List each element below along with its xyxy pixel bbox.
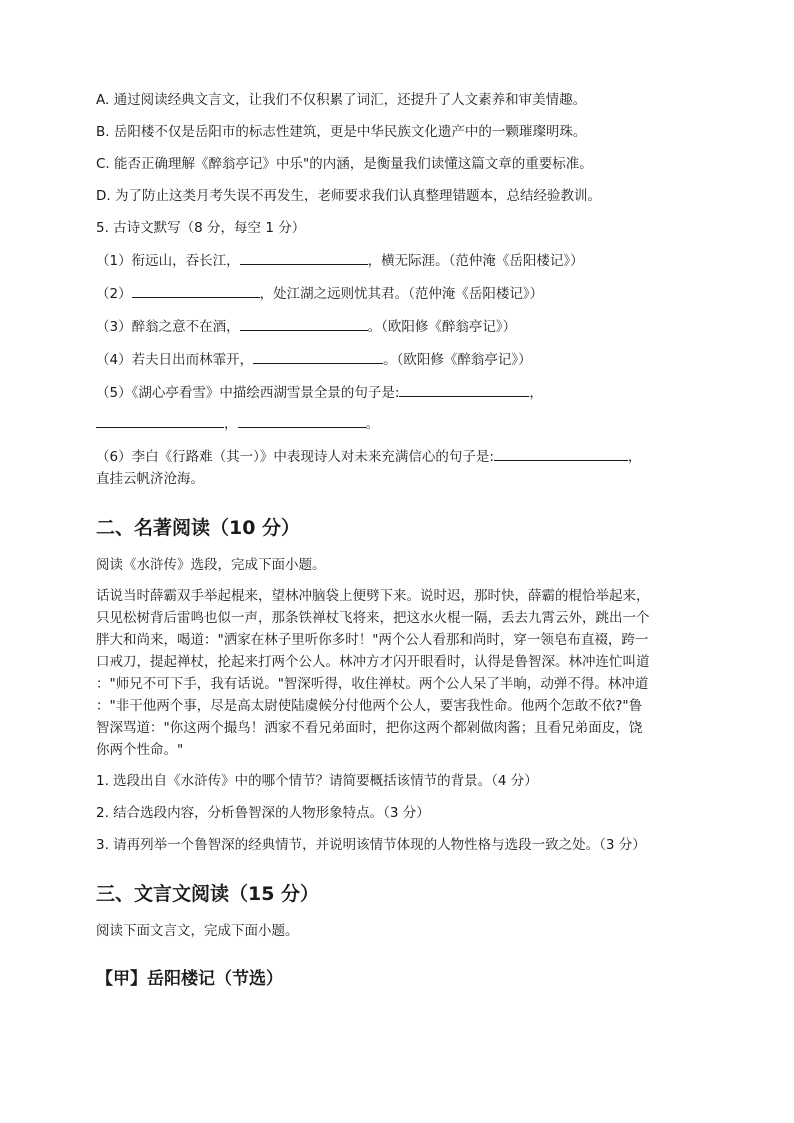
q5-item-3-blank[interactable]	[240, 316, 368, 331]
section-3-intro: 阅读下面文言文，完成下面小题。	[96, 923, 299, 939]
passage-line: ："师兄不可下手，我有话说。"智深听得，收住禅杖。两个公人呆了半晌，动弹不得。林冲道	[96, 676, 649, 692]
section-2-question-3: 3. 请再列举一个鲁智深的经典情节，并说明该情节体现的人物性格与选段一致之处。（3 分）	[96, 837, 646, 853]
q5-item-3-post: 。（欧阳修《醉翁亭记》）	[367, 319, 517, 335]
q5-item-1	[96, 250, 698, 271]
q5-item-2-post: ，处江湖之远则忧其君。（范仲淹《岳阳楼记》）	[259, 286, 544, 302]
section-2-intro: 阅读《水浒传》选段，完成下面小题。	[96, 557, 326, 573]
q5-item-2-pre: （2）	[96, 286, 132, 302]
passage-line: 话说当时薛霸双手举起棍来，望林冲脑袋上便劈下来。说时迟，那时快，薛霸的棍恰举起来，	[96, 588, 650, 604]
option-c: C. 能否正确理解《醉翁亭记》中乐"的内涵，是衡量我们读懂这篇文章的重要标准。	[96, 156, 593, 172]
section-2-question-1: 1. 选段出自《水浒传》中的哪个情节？请简要概括该情节的背景。（4 分）	[96, 773, 538, 789]
section-3-subtitle: 【甲】岳阳楼记（节选）	[96, 969, 283, 989]
passage-line: 胖大和尚来，喝道："洒家在林子里听你多时！"两个公人看那和尚时，穿一领皂布直裰，跨一	[96, 632, 649, 648]
q5-item-5-cont	[96, 413, 698, 434]
q5-item-2-blank[interactable]	[132, 283, 260, 298]
passage-line: ："非干他两个事，尽是高太尉使陆虞候分付他两个公人，要害我性命。他两个怎敢不依?"鲁	[96, 698, 643, 714]
q5-item-4	[96, 349, 698, 370]
passage-line: 智深骂道："你这两个撮鸟！洒家不看兄弟面时，把你这两个都剁做肉酱；且看兄弟面皮，饶	[96, 720, 643, 736]
q5-item-6-cont: 直挂云帆济沧海。	[96, 471, 204, 487]
q5-item-5-blank-1[interactable]	[399, 382, 529, 397]
section-2-question-2: 2. 结合选段内容，分析鲁智深的人物形象特点。（3 分）	[96, 805, 430, 821]
q5-item-1-blank[interactable]	[240, 250, 368, 265]
passage-line: 你两个性命。"	[96, 742, 184, 758]
q5-item-4-post: 。（欧阳修《醉翁亭记》）	[383, 352, 532, 368]
q5-item-1-pre: （1）衔远山，吞长江，	[96, 253, 240, 269]
q5-item-3	[96, 316, 698, 337]
q5-item-5-pre: （5）《湖心亭看雪》中描绘西湖雪景全景的句子是:	[96, 385, 400, 401]
q5-item-5-post: ，	[529, 385, 543, 401]
q5-item-6-post: ，	[627, 449, 642, 465]
q5-item-6-pre: （6）李白《行路难（其一）》中表现诗人对未来充满信心的句子是:	[96, 449, 494, 465]
q5-item-5	[96, 382, 698, 403]
q5-item-6-blank[interactable]	[494, 446, 628, 461]
q5-item-4-blank[interactable]	[253, 349, 383, 364]
q5-item-5-end: 。	[365, 416, 379, 432]
q5-item-5-blank-2[interactable]	[96, 413, 224, 428]
q5-item-5-sep: ，	[224, 416, 238, 432]
q5-item-3-pre: （3）醉翁之意不在酒，	[96, 319, 240, 335]
option-b: B. 岳阳楼不仅是岳阳市的标志性建筑，更是中华民族文化遗产中的一颗璀璨明珠。	[96, 124, 587, 140]
q5-item-5-blank-3[interactable]	[238, 413, 366, 428]
option-a: A. 通过阅读经典文言文，让我们不仅积累了词汇，还提升了人文素养和审美情趣。	[96, 92, 587, 108]
passage-line: 只见松树背后雷鸣也似一声，那条铁禅杖飞将来，把这水火棍一隔，丢去九霄云外，跳出一个	[96, 610, 650, 626]
q5-item-1-post: ，横无际涯。（范仲淹《岳阳楼记》）	[367, 253, 584, 269]
document-page	[96, 88, 698, 991]
option-d: D. 为了防止这类月考失误不再发生，老师要求我们认真整理错题本，总结经验教训。	[96, 188, 601, 204]
q5-item-6	[96, 446, 698, 467]
section-2-title: 二、名著阅读（10 分）	[96, 517, 301, 539]
q5-heading: 5. 古诗文默写（8 分，每空 1 分）	[96, 220, 306, 236]
q5-item-4-pre: （4）若夫日出而林霏开，	[96, 352, 254, 368]
passage-line: 口戒刀，提起禅杖，抡起来打两个公人。林冲方才闪开眼看时，认得是鲁智深。林冲连忙叫道	[96, 654, 650, 670]
q5-item-2	[96, 283, 698, 304]
section-2-passage	[96, 585, 698, 761]
section-3-title: 三、文言文阅读（15 分）	[96, 883, 320, 905]
